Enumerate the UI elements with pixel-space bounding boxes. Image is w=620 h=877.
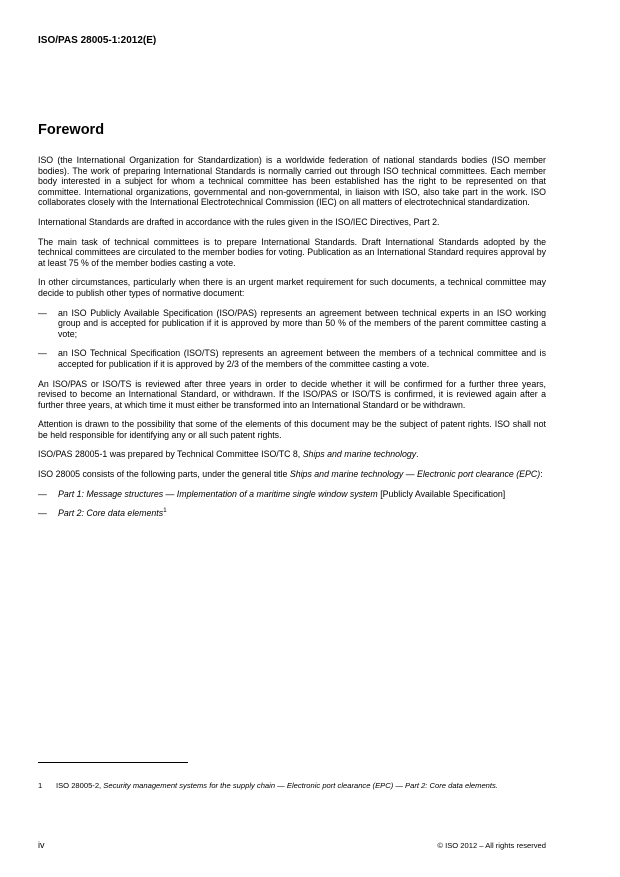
footnote-number: 1 (38, 781, 43, 790)
page-number: iv (38, 840, 45, 850)
paragraph-patent: Attention is drawn to the possibility that some of the elements of this document may be the subject of patent rights. ISO shall not be held responsible for identifying any or all such patent rights. (38, 419, 546, 440)
dash-bullet: — (38, 488, 47, 499)
parts-intro-end: : (540, 469, 543, 480)
list-item-text: an ISO Technical Specification (ISO/TS) represents an agreement between the members of a technical committee and is accepted for publication if it is approved by 2/3 of the members of the committee casting a vote. (58, 348, 546, 369)
general-title: Ships and marine technology — Electronic port clearance (EPC) (289, 469, 541, 480)
part1-title: Part 1: Message structures — Implementation of a maritime single window system (58, 488, 378, 499)
paragraph-prepared-by (38, 449, 546, 460)
list-item-text (58, 489, 546, 500)
prepared-by-end: . (416, 449, 419, 460)
footnote (38, 781, 546, 792)
footnote-title: Security management systems for the supply chain — Electronic port clearance (EPC) — Part 2: Core data elements. (103, 781, 498, 790)
paragraph-review: An ISO/PAS or ISO/TS is reviewed after three years in order to decide whether it will be confirmed for a further three years, revised to become an International Standard, or withdrawn. If the ISO/PAS or ISO/TS is confirmed, it is reviewed again after a further three years, at which time it must either be transformed into an International Standard or be withdrawn. (38, 378, 546, 410)
paragraph-parts-list (38, 469, 546, 480)
list-item-part1 (38, 489, 546, 500)
footnote-text: ISO 28005-2, (56, 781, 104, 790)
part2-title: Part 2: Core data elements (58, 508, 164, 519)
dash-bullet: — (38, 508, 47, 519)
paragraph-drafting-rules: International Standards are drafted in accordance with the rules given in the ISO/IEC Directives, Part 2. (38, 216, 440, 227)
copyright-notice: © ISO 2012 – All rights reserved (437, 841, 546, 850)
footnote-separator (38, 762, 188, 763)
list-item-text (58, 508, 546, 519)
list-item-part2 (38, 508, 546, 519)
paragraph-committee-task: The main task of technical committees is to prepare International Standards. Draft International Standards adopted by the technical committees are circulated to the member bodies for voting. Publication as an International Standard requires approval by at least 75 % of the member bodies casting a vote. (38, 236, 546, 268)
document-id-header: ISO/PAS 28005-1:2012(E) (38, 35, 157, 46)
list-item-pas (38, 308, 546, 340)
paragraph-other-circumstances: In other circumstances, particularly when there is an urgent market requirement for such documents, a technical committee may decide to publish other types of normative document: (38, 277, 546, 298)
prepared-by-text: ISO/PAS 28005-1 was prepared by Technical Committee ISO/TC 8, (38, 449, 303, 460)
paragraph-iso-intro: ISO (the International Organization for Standardization) is a worldwide federation of national standards bodies (ISO member bodies). The work of preparing International Standards is normally carried out through ISO technical committees. Each member body interested in a subject for whom a technical committee has been established has the right to be represented on that committee. International organizations, governmental and non-governmental, in liaison with ISO, also take part in the work. ISO collaborates closely with the International Electrotechnical Commission (IEC) on all matters of electrotechnical standardization. (38, 155, 546, 208)
list-item-text: an ISO Publicly Available Specification (ISO/PAS) represents an agreement between technical experts in an ISO working group and is accepted for publication if it is approved by more than 50 % of the members of the parent committee casting a vote; (58, 307, 546, 339)
footnote-reference: 1 (163, 507, 167, 515)
list-item-ts (38, 348, 546, 369)
part1-note: [Publicly Available Specification] (377, 488, 506, 499)
foreword-body (38, 155, 546, 528)
dash-bullet: — (38, 348, 47, 359)
page-title: Foreword (38, 122, 105, 138)
dash-bullet: — (38, 307, 47, 318)
parts-intro-text: ISO 28005 consists of the following parts, under the general title (38, 469, 290, 480)
committee-title: Ships and marine technology (302, 449, 417, 460)
